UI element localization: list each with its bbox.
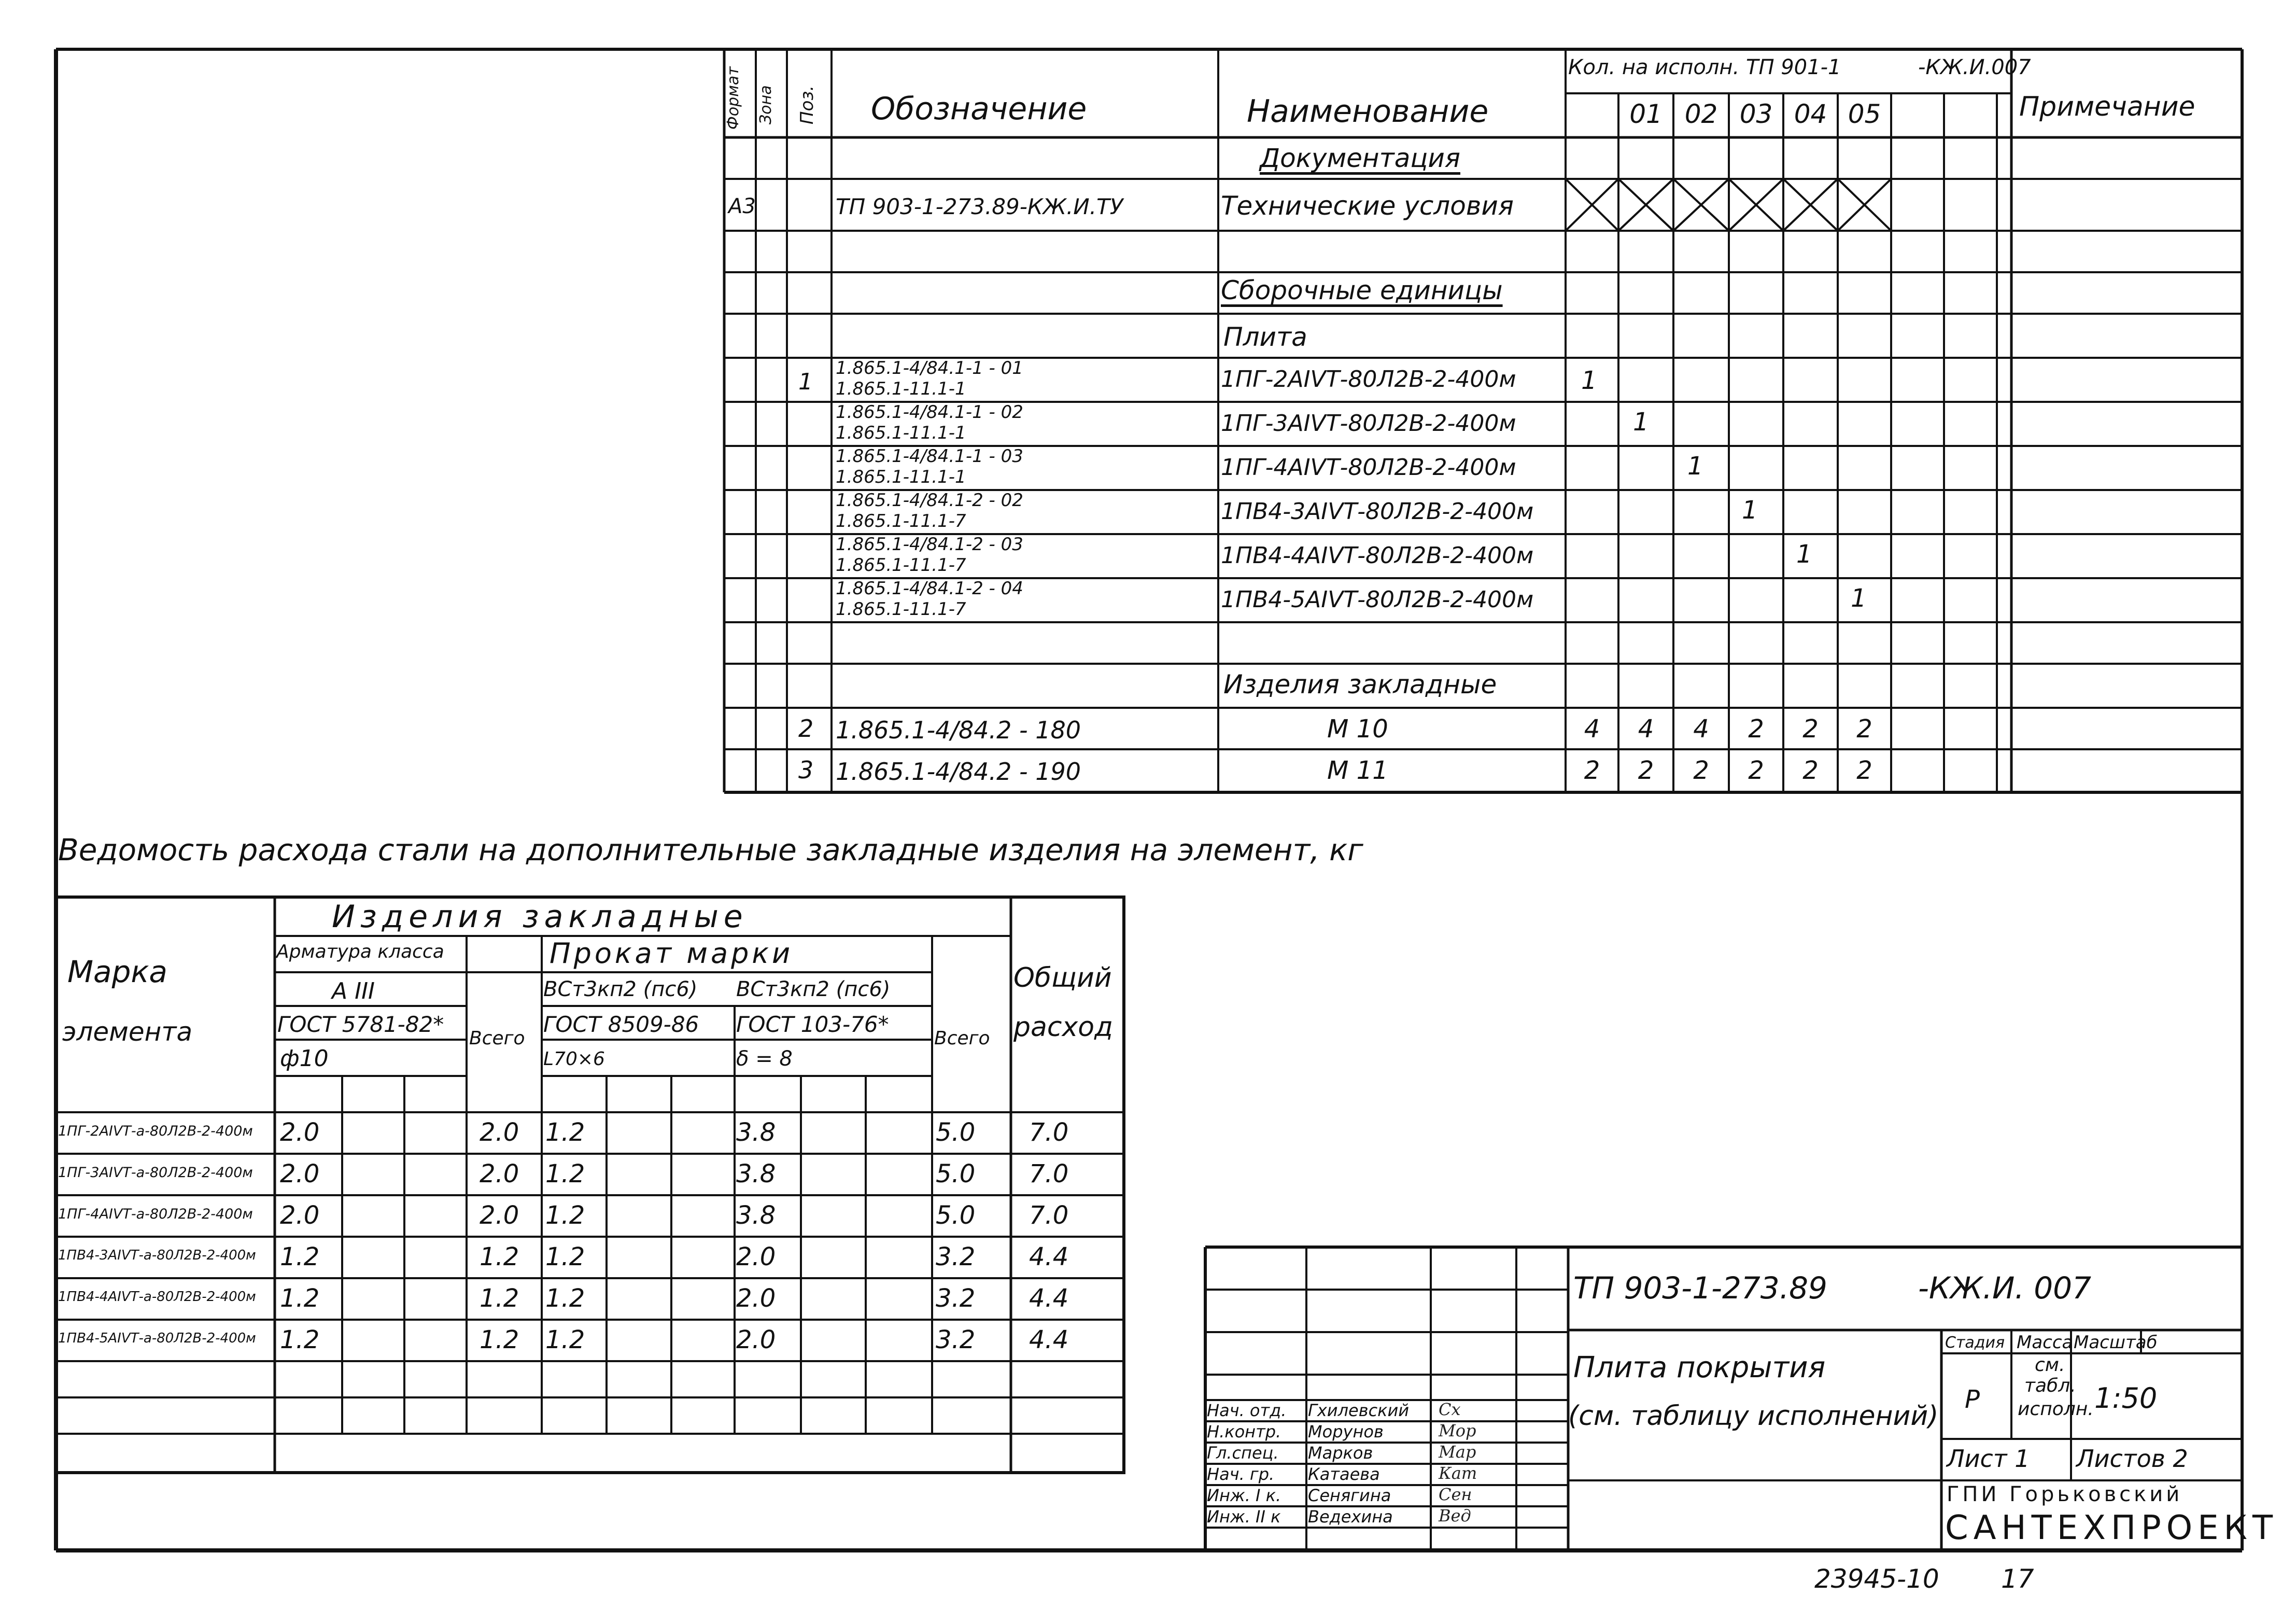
steel-row-2-rebar: 2.0 <box>280 1159 320 1188</box>
header-designation: Обозначение <box>871 91 1087 127</box>
steel-row-3-strip: 3.8 <box>736 1201 776 1230</box>
header-variant-03: 03 <box>1739 99 1773 129</box>
steel-row-2-mark: 1ПГ-3АIVТ-а-80Л2В-2-400м <box>58 1165 253 1181</box>
embedded-2-pos: 3 <box>798 756 814 784</box>
steel-row-6-overall: 4.4 <box>1029 1325 1069 1354</box>
steel-row-6-mark: 1ПВ4-5АIVТ-а-80Л2В-2-400м <box>58 1331 256 1346</box>
scale-label: Масштаб <box>2074 1332 2158 1353</box>
steel-header-gost1: ГОСТ 8509-86 <box>543 1012 699 1037</box>
steel-row-1-angle: 1.2 <box>545 1118 585 1147</box>
steel-row-6-angle: 1.2 <box>545 1325 585 1354</box>
tu-format: А3 <box>728 194 756 218</box>
header-name: Наименование <box>1247 93 1489 130</box>
person-5-role: Инж. I к. <box>1207 1486 1281 1505</box>
header-qty-code: -КЖ.И.007 <box>1918 55 2031 79</box>
steel-row-3-overall: 7.0 <box>1029 1201 1069 1230</box>
plate-4-des1: 1.865.1-4/84.1-2 - 02 <box>836 490 1023 511</box>
plate-6-name: 1ПВ4-5АIVТ-80Л2В-2-400м <box>1221 586 1534 613</box>
sheet-total: Листов 2 <box>2076 1445 2188 1473</box>
embedded-1-qty-02: 4 <box>1638 715 1654 744</box>
plate-5-name: 1ПВ4-4АIVТ-80Л2В-2-400м <box>1221 542 1534 569</box>
title-block-code-suffix: -КЖ.И. 007 <box>1918 1270 2091 1306</box>
embedded-2-qty-01: 2 <box>1584 756 1600 785</box>
embedded-2-qty-05: 2 <box>1802 756 1819 785</box>
plate-3-des2: 1.865.1-11.1-1 <box>836 467 966 487</box>
title-block-code: ТП 903-1-273.89 <box>1573 1270 1827 1306</box>
embedded-2-qty-02: 2 <box>1638 756 1654 785</box>
steel-row-3-mark: 1ПГ-4АIVТ-а-80Л2В-2-400м <box>58 1206 253 1222</box>
plate-5-des2: 1.865.1-11.1-7 <box>836 555 966 576</box>
steel-header-total2: Всего <box>934 1028 990 1049</box>
plate-4-name: 1ПВ4-3АIVТ-80Л2В-2-400м <box>1221 498 1534 525</box>
plate-5-qty: 1 <box>1796 540 1812 569</box>
embedded-1-qty-05: 2 <box>1802 715 1819 744</box>
steel-row-4-strip: 2.0 <box>736 1242 776 1271</box>
person-6-signature: Вед <box>1439 1506 1471 1526</box>
header-variant-05: 05 <box>1848 99 1881 129</box>
plate-6-des2: 1.865.1-11.1-7 <box>836 599 966 620</box>
steel-row-3-total1: 2.0 <box>480 1201 519 1230</box>
steel-row-6-total1: 1.2 <box>480 1325 519 1354</box>
organization-line1: ГПИ Горьковский <box>1947 1482 2183 1506</box>
steel-row-5-total2: 3.2 <box>936 1284 976 1313</box>
person-2-role: Н.контр. <box>1207 1422 1281 1442</box>
stage-label: Стадия <box>1945 1334 2005 1352</box>
person-6-role: Инж. II к <box>1207 1507 1281 1527</box>
steel-header-gost2: ГОСТ 103-76* <box>736 1012 889 1037</box>
plate-5-des1: 1.865.1-4/84.1-2 - 03 <box>836 534 1023 555</box>
section-assembly-units: Сборочные единицы <box>1221 275 1503 305</box>
embedded-2-qty-04: 2 <box>1748 756 1764 785</box>
steel-row-5-total1: 1.2 <box>480 1284 519 1313</box>
header-zone: Зона <box>757 85 775 124</box>
person-3-signature: Мар <box>1439 1442 1476 1462</box>
steel-row-5-rebar: 1.2 <box>280 1284 320 1313</box>
person-3-role: Гл.спец. <box>1207 1443 1279 1463</box>
steel-header-embedded: Изделия закладные <box>332 899 748 935</box>
person-1-signature: Сх <box>1439 1400 1461 1419</box>
plate-2-qty: 1 <box>1633 408 1649 437</box>
steel-row-2-strip: 3.8 <box>736 1159 776 1188</box>
steel-row-5-mark: 1ПВ4-4АIVТ-а-80Л2В-2-400м <box>58 1289 256 1305</box>
header-note: Примечание <box>2019 91 2195 122</box>
steel-row-1-strip: 3.8 <box>736 1118 776 1147</box>
steel-header-overall-line1: Общий <box>1013 962 1112 994</box>
header-variant-04: 04 <box>1794 99 1827 129</box>
title-block-name-line2: (см. таблицу исполнений) <box>1568 1401 1939 1432</box>
plates-pos: 1 <box>798 369 813 395</box>
embedded-1-name: М 10 <box>1327 715 1388 744</box>
person-5-signature: Сен <box>1439 1485 1472 1504</box>
mass-label: Масса <box>2017 1332 2073 1353</box>
mass-line3: исполн. <box>2018 1398 2094 1420</box>
steel-header-mark-line1: Марка <box>67 954 167 989</box>
embedded-1-qty-03: 4 <box>1693 715 1709 744</box>
steel-row-1-overall: 7.0 <box>1029 1118 1069 1147</box>
steel-header-dia: ф10 <box>280 1045 329 1072</box>
header-qty-group: Кол. на исполн. ТП 901-1 <box>1568 55 1841 79</box>
plate-6-qty: 1 <box>1851 584 1867 613</box>
header-variant-02: 02 <box>1684 99 1718 129</box>
steel-row-2-angle: 1.2 <box>545 1159 585 1188</box>
steel-row-4-total1: 1.2 <box>480 1242 519 1271</box>
steel-table-title: Ведомость расхода стали на дополнительные закладные изделия на элемент, кг <box>58 832 1363 868</box>
embedded-1-pos: 2 <box>798 715 814 743</box>
plate-1-des1: 1.865.1-4/84.1-1 - 01 <box>836 358 1023 379</box>
steel-row-3-rebar: 2.0 <box>280 1201 320 1230</box>
steel-row-2-total2: 5.0 <box>936 1159 976 1188</box>
steel-row-5-strip: 2.0 <box>736 1284 776 1313</box>
header-pos: Поз. <box>797 85 818 124</box>
organization-line2: САНТЕХПРОЕКТ <box>1945 1509 2278 1547</box>
plate-3-qty: 1 <box>1687 452 1703 481</box>
steel-row-1-rebar: 2.0 <box>280 1118 320 1147</box>
embedded-1-qty-06: 2 <box>1856 715 1872 744</box>
steel-row-1-total2: 5.0 <box>936 1118 976 1147</box>
person-2-name: Морунов <box>1308 1422 1384 1442</box>
header-variant-01: 01 <box>1629 99 1663 129</box>
person-3-name: Марков <box>1308 1443 1373 1463</box>
plate-1-qty: 1 <box>1581 366 1597 395</box>
steel-header-rebar-class: А III <box>332 978 375 1004</box>
person-1-name: Гхилевский <box>1308 1401 1410 1420</box>
steel-header-gost-rebar: ГОСТ 5781-82* <box>277 1012 444 1037</box>
embedded-2-name: М 11 <box>1327 756 1388 785</box>
embedded-1-designation: 1.865.1-4/84.2 - 180 <box>836 716 1081 744</box>
steel-row-4-angle: 1.2 <box>545 1242 585 1271</box>
footer-archive-number: 23945-10 <box>1814 1564 1939 1594</box>
steel-header-angle: L70×6 <box>543 1048 605 1070</box>
steel-row-2-overall: 7.0 <box>1029 1159 1069 1188</box>
steel-header-steel2: ВСт3кп2 (пс6) <box>736 977 891 1001</box>
person-4-name: Катаева <box>1308 1464 1380 1484</box>
plate-2-des1: 1.865.1-4/84.1-1 - 02 <box>836 402 1023 423</box>
steel-row-3-total2: 5.0 <box>936 1201 976 1230</box>
mass-line1: см. <box>2035 1354 2065 1376</box>
section-embedded: Изделия закладные <box>1223 669 1497 699</box>
embedded-1-qty-04: 2 <box>1748 715 1764 744</box>
steel-header-rebar: Арматура класса <box>276 941 444 962</box>
person-4-signature: Кат <box>1439 1463 1477 1483</box>
plate-4-des2: 1.865.1-11.1-7 <box>836 511 966 531</box>
tu-designation: ТП 903-1-273.89-КЖ.И.ТУ <box>836 194 1123 219</box>
steel-row-4-rebar: 1.2 <box>280 1242 320 1271</box>
steel-row-5-overall: 4.4 <box>1029 1284 1069 1313</box>
embedded-1-qty-01: 4 <box>1584 715 1600 744</box>
mass-line2: табл. <box>2024 1375 2076 1396</box>
sheet-number: Лист 1 <box>1947 1445 2030 1473</box>
steel-header-mark-line2: элемента <box>62 1017 193 1047</box>
steel-row-6-strip: 2.0 <box>736 1325 776 1354</box>
steel-header-overall-line2: расход <box>1013 1012 1114 1043</box>
steel-header-rolled: Прокат марки <box>550 937 794 970</box>
stage-value: Р <box>1965 1385 1980 1414</box>
person-5-name: Сенягина <box>1308 1486 1391 1505</box>
footer-sheet-number: 17 <box>2001 1564 2034 1594</box>
plate-4-qty: 1 <box>1742 496 1758 525</box>
embedded-2-qty-06: 2 <box>1856 756 1872 785</box>
steel-row-6-total2: 3.2 <box>936 1325 976 1354</box>
plate-1-name: 1ПГ-2АIVТ-80Л2В-2-400м <box>1221 366 1516 393</box>
person-6-name: Ведехина <box>1308 1507 1393 1527</box>
steel-row-5-angle: 1.2 <box>545 1284 585 1313</box>
plate-6-des1: 1.865.1-4/84.1-2 - 04 <box>836 578 1023 599</box>
steel-row-1-mark: 1ПГ-2АIVТ-а-80Л2В-2-400м <box>58 1123 253 1139</box>
person-1-role: Нач. отд. <box>1207 1401 1287 1420</box>
plate-2-des2: 1.865.1-11.1-1 <box>836 423 966 443</box>
steel-header-thickness: δ = 8 <box>736 1047 793 1071</box>
plate-3-name: 1ПГ-4АIVТ-80Л2В-2-400м <box>1221 454 1516 481</box>
embedded-2-designation: 1.865.1-4/84.2 - 190 <box>836 758 1081 786</box>
person-2-signature: Мор <box>1439 1421 1476 1440</box>
title-block-name-line1: Плита покрытия <box>1573 1351 1826 1384</box>
section-documentation: Документация <box>1260 143 1460 173</box>
person-4-role: Нач. гр. <box>1207 1464 1275 1484</box>
plate-1-des2: 1.865.1-11.1-1 <box>836 379 966 399</box>
steel-row-4-overall: 4.4 <box>1029 1242 1069 1271</box>
subsection-plates: Плита <box>1223 322 1307 352</box>
steel-row-4-mark: 1ПВ4-3АIVТ-а-80Л2В-2-400м <box>58 1248 256 1263</box>
plate-3-des1: 1.865.1-4/84.1-1 - 03 <box>836 446 1023 467</box>
plate-2-name: 1ПГ-3АIVТ-80Л2В-2-400м <box>1221 410 1516 437</box>
steel-header-total1: Всего <box>469 1028 525 1049</box>
embedded-2-qty-03: 2 <box>1693 756 1709 785</box>
scale-value: 1:50 <box>2094 1382 2158 1415</box>
steel-header-steel1: ВСт3кп2 (пс6) <box>543 977 698 1001</box>
steel-row-4-total2: 3.2 <box>936 1242 976 1271</box>
steel-row-3-angle: 1.2 <box>545 1201 585 1230</box>
tu-name: Технические условия <box>1221 191 1514 221</box>
steel-row-6-rebar: 1.2 <box>280 1325 320 1354</box>
steel-row-2-total1: 2.0 <box>480 1159 519 1188</box>
steel-row-1-total1: 2.0 <box>480 1118 519 1147</box>
header-format: Формат <box>724 66 742 130</box>
